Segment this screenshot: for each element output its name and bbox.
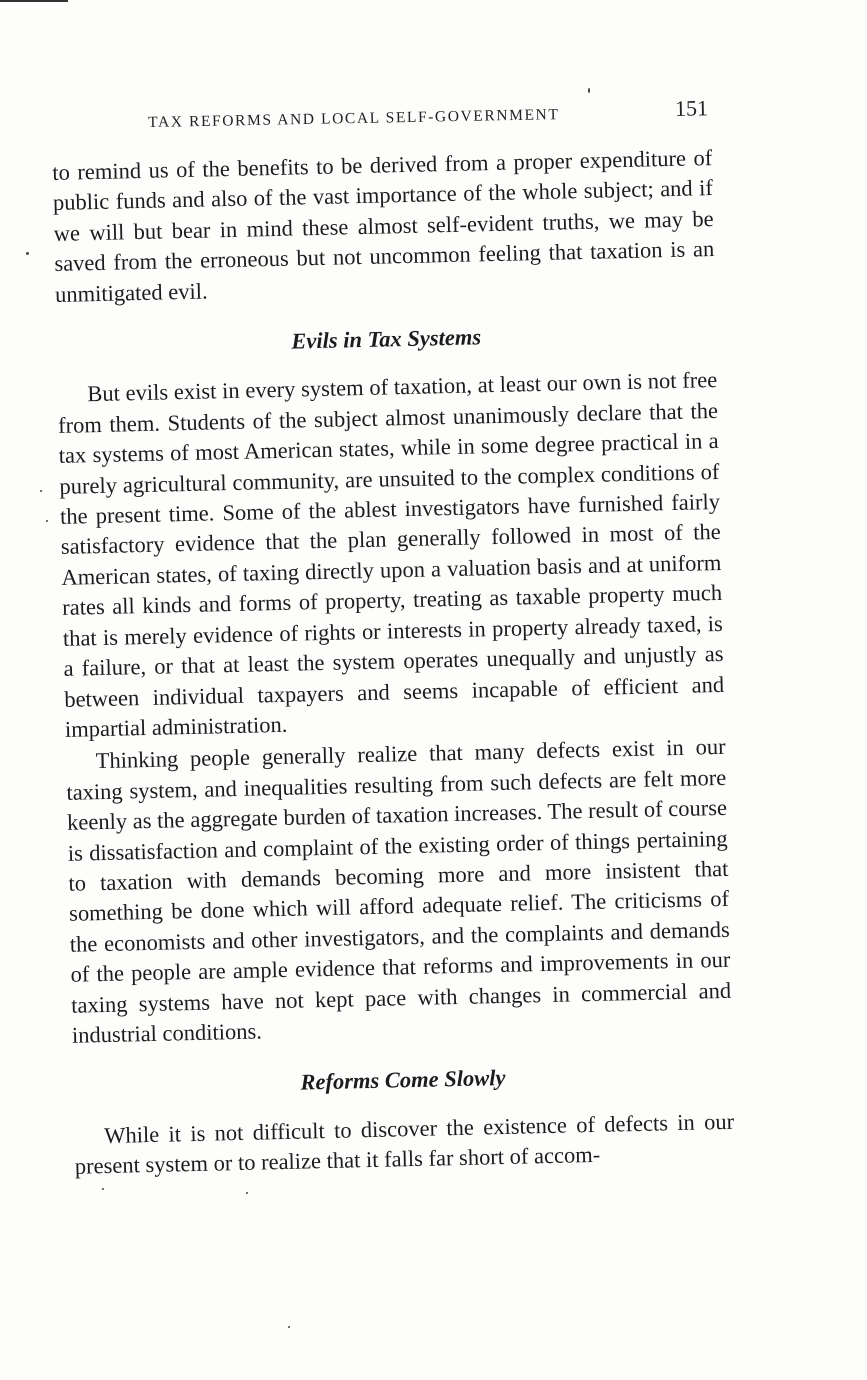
scan-speck	[46, 520, 48, 522]
paragraph: Thinking people generally realize that many defects exist in our taxing system, and inequalities resulting from such defects are felt more keenly as the aggregate burden of taxation increases. The result of course is dissatisfaction and complaint of the existing order of things pertaining to taxation with demands becoming more and more insistent that something be done which will afford adequate relief. The criticisms of the economists and other investigators, and the complaints and demands of the people are ample evidence that reforms and improvements in our taxing systems have not kept pace with changes in commercial and industrial conditions.	[66, 734, 732, 1048]
scan-speck	[26, 252, 29, 255]
intro-paragraph: to remind us of the benefits to be derived from a proper expenditure of public funds and also of the vast importance of the whole subject; and if we will but bear in mind these almost self-evident truths, we may be saved from the erroneous but not uncommon feeling that taxation is an unmitigated evil.	[52, 145, 715, 307]
scan-speck	[588, 88, 590, 93]
page-body	[52, 143, 735, 1182]
scan-speck	[40, 490, 42, 492]
running-header	[148, 95, 709, 142]
section-heading-evils: Evils in Tax Systems	[291, 324, 482, 354]
scan-edge-mark	[0, 0, 68, 2]
scan-speck	[102, 1188, 104, 1190]
section-heading-reforms: Reforms Come Slowly	[300, 1065, 506, 1095]
running-title: TAX REFORMS AND LOCAL SELF-GOVERNMENT	[148, 106, 560, 131]
scan-speck	[288, 1326, 290, 1328]
paragraph: But evils exist in every system of taxation, at least our own is not free from them. Students of the subject almost unanimously declare that the tax systems of most American states, while in some degree practical in a purely agricultural community, are unsuited to the complex conditions of the present time. Some of the ablest investigators have furnished fairly satisfactory evidence that the plan generally followed in most of the American states, of taxing directly upon a valuation basis and at uniform rates all kinds and forms of property, treating as taxable property much that is merely evidence of rights or interests in property already taxed, is a failure, or that at least the system operates unequally and unjustly as between individual taxpayers and seems incapable of efficient and impartial administration.	[57, 367, 725, 742]
paragraph: While it is not difficult to discover the existence of defects in our present system or to realize that it falls far short of accom-	[74, 1108, 735, 1179]
page-number: 151	[674, 95, 709, 121]
scan-speck	[246, 1192, 248, 1194]
